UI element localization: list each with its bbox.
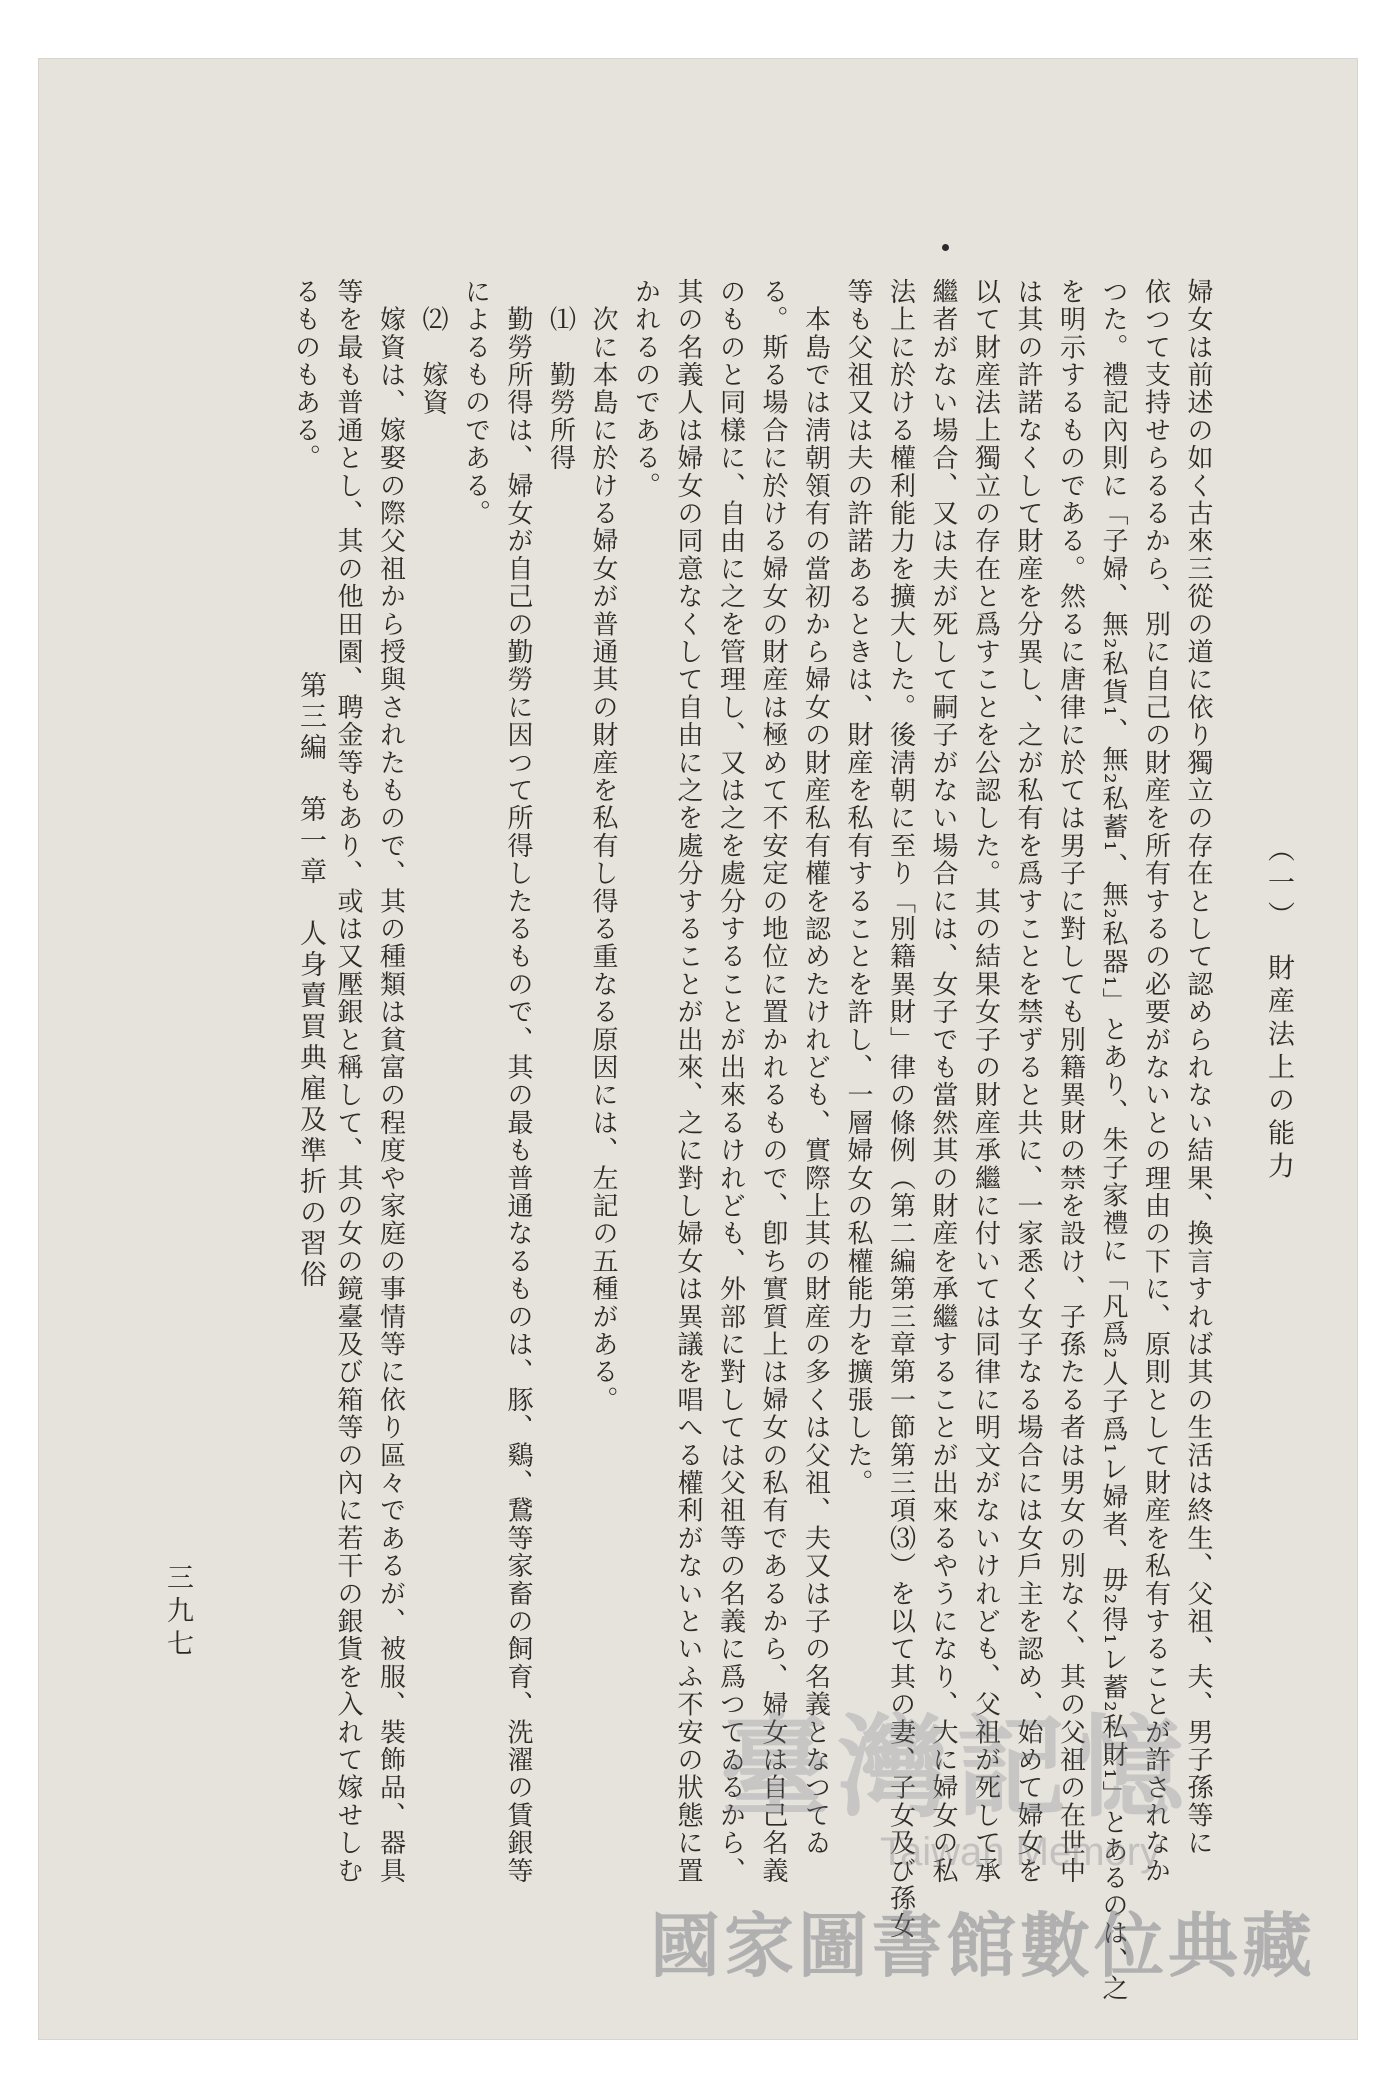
text-column: ⑴ 勤勞所得 xyxy=(545,278,576,472)
text-column: 其の名義人は婦女の同意なくして自由に之を處分することが出來、之に對し婦女は異議を唱へる權利がないといふ不安の狀態に置 xyxy=(673,278,703,1885)
text-column: のものと同樣に、自由に之を管理し、又は之を處分することが出來るけれども、外部に對しては父祖等の名義に爲つてゐるから、 xyxy=(715,278,746,1885)
text-column: 依つて支持せらるるから、別に自己の財産を所有するの必要がないとの理由の下に、原則として財産を私有することが許されなか xyxy=(1140,278,1171,1885)
running-footer-title: 第三編 第一章 人身賣買典雇及準折の習俗 xyxy=(295,671,326,1291)
text-column: る。斯る場合に於ける婦女の財産は極めて不安定の地位に置かれるもので、卽ち實質上は婦女の私有であるから、婦女は自己名義 xyxy=(758,278,788,1885)
text-column: 以て財産法上獨立の存在と爲すことを公認した。其の結果女子の財産承繼に付いては同律に明文がないけれども、父祖が死して承 xyxy=(970,278,1001,1885)
text-column: 嫁資は、嫁娶の際父祖から授與されたもので、其の種類は貧富の程度や家庭の事情等に依り區々であるが、被服、裝飾品、器具 xyxy=(375,278,406,1885)
text-column: は其の許諾なくして財産を分異し、之が私有を爲すことを禁ずると共に、一家悉く女子なる場合には女戶主を認め、始めて婦女を xyxy=(1013,278,1043,1885)
watermark-chinese: 國家圖書館數位典藏 xyxy=(650,1905,1316,1987)
text-column: 次に本島に於ける婦女が普通其の財産を私有し得る重なる原因には、左記の五種がある。 xyxy=(588,278,618,1414)
ink-dot xyxy=(942,244,949,251)
text-column: 法上に於ける權利能力を擴大した。後淸朝に至り「別籍異財」律の條例（第二編第三章第一節第三項⑶）を以て其の妻、子女及び孫女 xyxy=(885,278,916,1940)
text-column: を明示するものである。然るに唐律に於ては男子に對しても別籍異財の禁を設け、子孫たる者は男女の別なく、其の父祖の在世中 xyxy=(1055,278,1086,1885)
text-column: 等を最も普通とし、其の他田園、聘金等もあり、或は又壓銀と稱して、其の女の鏡臺及び箱等の內に若干の銀貨を入れて嫁せしむ xyxy=(333,278,363,1885)
text-column: かれるのである。 xyxy=(630,278,661,500)
page-number: 三九七 xyxy=(162,1563,193,1662)
text-column: 勤勞所得は、婦女が自己の勤勞に因つて所得したるもので、其の最も普通なるものは、豚、鷄、鵞等家畜の飼育、洗濯の賃銀等 xyxy=(503,278,533,1885)
text-column: つた。禮記內則に「子婦、無₂私貨₁、無₂私蓄₁、無₂私器₁」とあり、朱子家禮に「凡爲₂人子爲₁レ婦者、毋₂得₁レ蓄₂私財₁」とあるのは、之 xyxy=(1098,278,1128,2003)
text-column: 婦女は前述の如く古來三從の道に依り獨立の存在として認められない結果、換言すれば其の生活は終生、父祖、夫、男子孫等に xyxy=(1183,278,1213,1857)
text-column: によるものである。 xyxy=(460,278,491,528)
text-column: 等も父祖又は夫の許諾あるときは、財産を私有することを許し、一層婦女の私權能力を擴張した。 xyxy=(843,278,873,1497)
watermark-logo: 臺灣記憶 xyxy=(720,1704,1192,1832)
text-column: るものもある。 xyxy=(290,278,321,472)
text-column: 繼者がない場合、又は夫が死して嗣子がない場合には、女子でも當然其の財産を承繼することが出來るやうになり、大に婦女の私 xyxy=(928,278,958,1885)
text-column: 本島では淸朝領有の當初から婦女の財産私有權を認めたけれども、實際上其の財産の多くは父祖、夫又は子の名義となつてゐ xyxy=(800,278,831,1857)
watermark-english: Taiwan Memory xyxy=(880,1830,1161,1874)
section-heading: （一） 財産法上の能力 xyxy=(1263,835,1294,1185)
text-column: ⑵ 嫁資 xyxy=(418,278,448,417)
